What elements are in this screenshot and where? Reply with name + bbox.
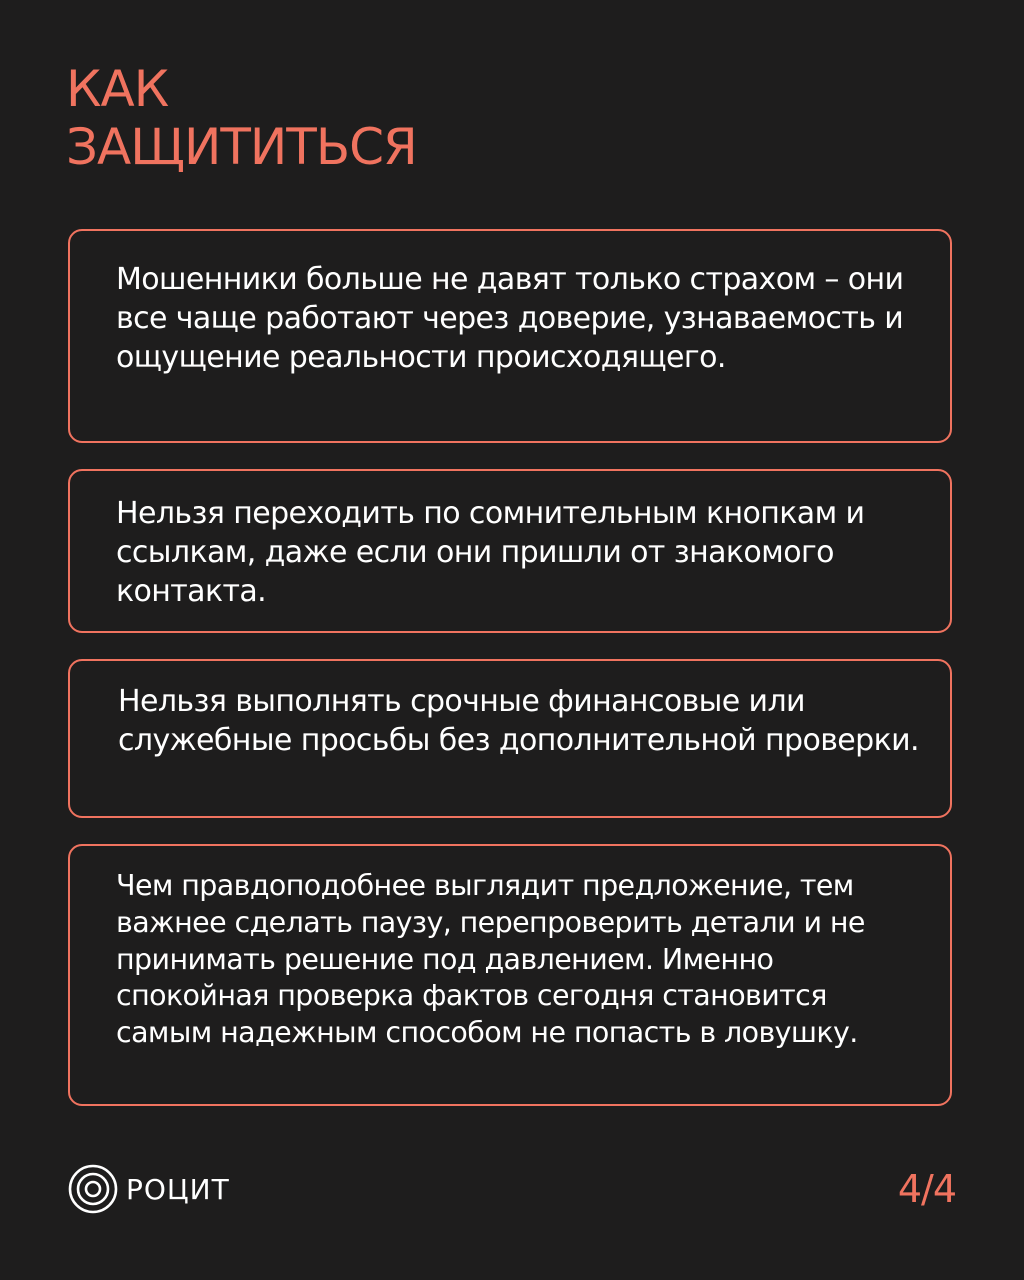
tip-card-3-text: Нельзя выполнять срочные финансовые или служебные просьбы без дополнительной проверки. bbox=[118, 684, 919, 758]
tip-card-2 bbox=[68, 469, 952, 633]
page-title bbox=[66, 60, 417, 176]
brand-name: РОЦИТ bbox=[126, 1172, 230, 1206]
tip-card-4 bbox=[68, 844, 952, 1106]
tip-card-1 bbox=[68, 229, 952, 443]
concentric-circles-logo-icon bbox=[68, 1164, 118, 1214]
brand-logo bbox=[68, 1164, 230, 1214]
tip-card-1-text: Мошенники больше не давят только страхом – они все чаще работают через доверие, узнаваемость и ощущение реальности происходящего. bbox=[116, 262, 904, 375]
tip-card-2-text: Нельзя переходить по сомнительным кнопкам и ссылкам, даже если они пришли от знакомого контакта. bbox=[116, 496, 865, 609]
page-title-line-1: КАК bbox=[66, 60, 169, 118]
page-title-line-2: ЗАЩИТИТЬСЯ bbox=[66, 118, 417, 176]
page-indicator: 4/4 bbox=[897, 1167, 956, 1211]
tip-card-4-text: Чем правдоподобнее выглядит предложение, тем важнее сделать паузу, перепроверить детали и не принимать решение под давлением. Именно спокойная проверка фактов сегодня становится самым надежным способом не попасть в ловушку. bbox=[116, 869, 865, 1050]
tip-card-3 bbox=[68, 659, 952, 818]
